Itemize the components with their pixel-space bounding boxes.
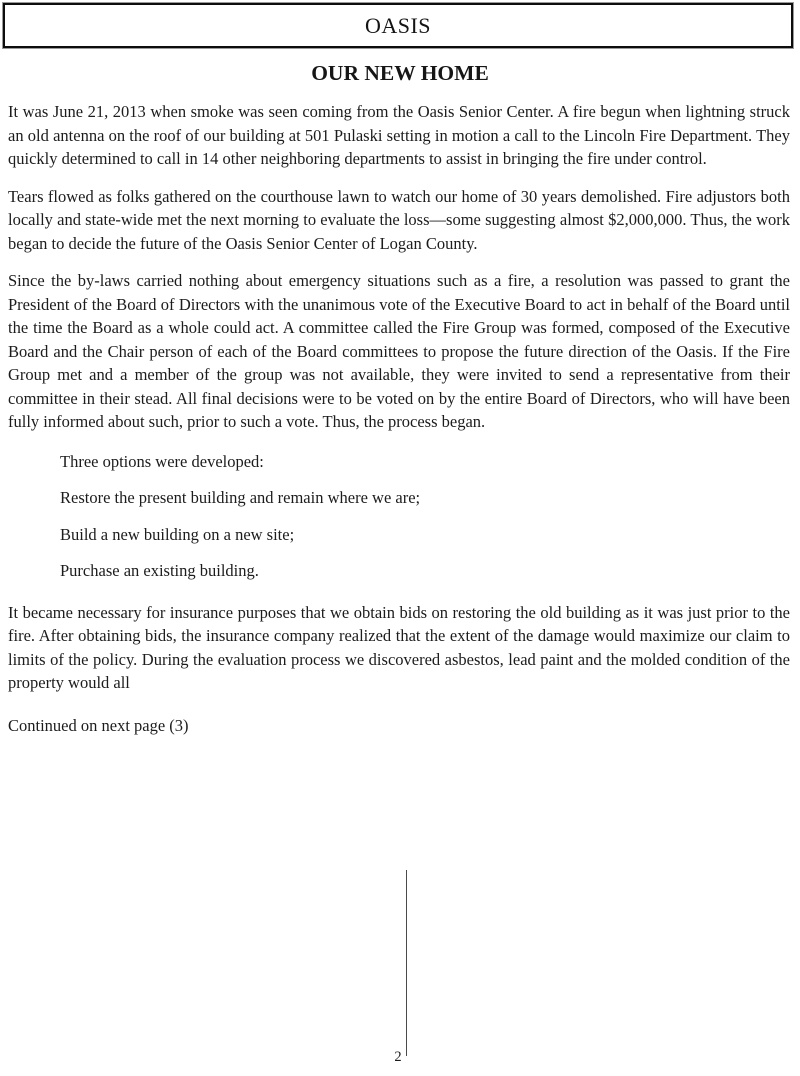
page-number: 2 [394, 1049, 402, 1065]
paragraph-insurance: It became necessary for insurance purposes that we obtain bids on restoring the old building as it was just prior to the fire. After obtaining bids, the insurance company realized that the extent of the damage would maximize our claim to limits of the policy. During the evaluation process we discovered asbestos, lead paint and the molded condition of the property would all [8, 602, 790, 692]
paragraph-demolition: Tears flowed as folks gathered on the courthouse lawn to watch our home of 30 years demolished. Fire adjustors both locally and state-wide met the next morning to evaluate the loss—some suggesting almost $2,000,000. Thus, the work began to decide the future of the Oasis Senior Center of Logan County. [8, 186, 790, 253]
masthead-title: OASIS [364, 12, 432, 38]
option-restore: Restore the present building and remain where we are; [60, 488, 421, 507]
masthead-box [3, 3, 793, 48]
article-headline: OUR NEW HOME [311, 61, 489, 85]
footer-divider-line [406, 870, 407, 1056]
option-purchase: Purchase an existing building. [60, 561, 259, 580]
paragraph-fire-start: It was June 21, 2013 when smoke was seen coming from the Oasis Senior Center. A fire begun when lightning struck an old antenna on the roof of our building at 501 Pulaski setting in motion a call to the Lincoln Fire Department. They quickly determined to call in 14 other neighboring departments to assist in bringing the fire under control. [8, 102, 790, 168]
option-build-new: Build a new building on a new site; [60, 524, 295, 544]
continued-note: Continued on next page (3) [8, 715, 189, 735]
options-intro: Three options were developed: [60, 451, 264, 471]
article-body [0, 100, 800, 737]
paragraph-fire-group: Since the by-laws carried nothing about emergency situations such as a fire, a resolution was passed to grant the President of the Board of Directors with the unanimous vote of the Executive Board to act in behalf of the Board until the time the Board as a whole could act. A committee called the Fire Group was formed, composed of the Executive Board and the Chair person of each of the Board committees to propose the future direction of the Oasis. If the Fire Group met and a member of the group was not available, they were invited to send a representative from their committee in their stead. All final decisions were to be voted on by the entire Board of Directors, who will have been fully informed about such, prior to such a vote. Thus, the process began. [8, 271, 790, 431]
